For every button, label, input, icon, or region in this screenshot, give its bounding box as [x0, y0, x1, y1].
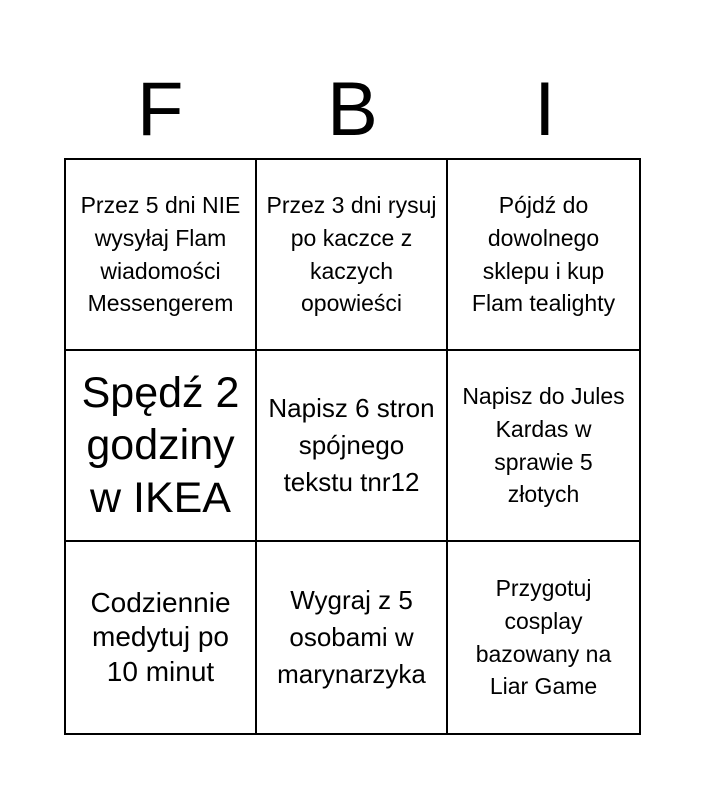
- bingo-header: [64, 62, 641, 158]
- bingo-cell-1-1[interactable]: [66, 160, 257, 351]
- bingo-cell-3-1[interactable]: [66, 542, 257, 733]
- bingo-cell-3-2[interactable]: [257, 542, 448, 733]
- bingo-cell-2-3[interactable]: [448, 351, 639, 542]
- bingo-cell-text: Przygotuj cosplay bazowany na Liar Game: [475, 575, 612, 700]
- bingo-cell-3-3[interactable]: [448, 542, 639, 733]
- bingo-cell-2-2[interactable]: [257, 351, 448, 542]
- header-letter-f: F: [136, 67, 184, 152]
- bingo-cell-1-3[interactable]: [448, 160, 639, 351]
- bingo-cell-text: Pójdź do dowolnego sklepu i kup Flam tealighty: [471, 192, 616, 317]
- bingo-cell-text: Napisz 6 stron spójnego tekstu tnr12: [268, 393, 435, 497]
- header-letter-i: I: [534, 67, 556, 152]
- bingo-cell-text: Napisz do Jules Kardas w sprawie 5 złotych: [462, 383, 625, 508]
- bingo-cell-text: Wygraj z 5 osobami w marynarzyka: [277, 585, 426, 689]
- bingo-cell-text: Spędź 2 godziny w IKEA: [81, 368, 240, 522]
- bingo-board: [64, 158, 641, 735]
- bingo-cell-2-1[interactable]: [66, 351, 257, 542]
- bingo-cell-1-2[interactable]: [257, 160, 448, 351]
- bingo-cell-text: Codziennie medytuj po 10 minut: [90, 587, 231, 687]
- bingo-cell-text: Przez 5 dni NIE wysyłaj Flam wiadomości Messengerem: [80, 192, 241, 317]
- header-letter-b: B: [327, 67, 378, 152]
- bingo-cell-text: Przez 3 dni rysuj po kaczce z kaczych opowieści: [266, 192, 437, 317]
